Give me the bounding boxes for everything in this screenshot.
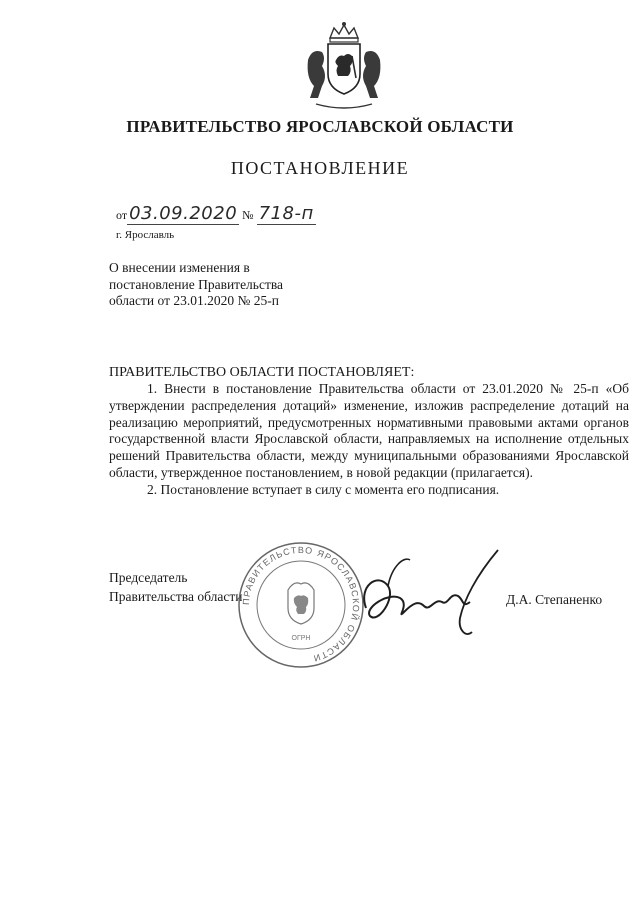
signer-position-line: Председатель xyxy=(109,570,188,585)
document-body xyxy=(109,381,629,499)
registration-number: 718-п xyxy=(258,203,314,224)
document-type: ПОСТАНОВЛЕНИЕ xyxy=(230,158,410,178)
yaroslavl-coat-of-arms-icon xyxy=(298,20,390,112)
decree-heading: ПРАВИТЕЛЬСТВО ОБЛАСТИ ПОСТАНОВЛЯЕТ: xyxy=(109,365,415,380)
organization-title: ПРАВИТЕЛЬСТВО ЯРОСЛАВСКОЙ ОБЛАСТИ xyxy=(126,117,514,136)
signer-position xyxy=(109,568,242,606)
document-subject xyxy=(109,260,283,310)
paragraph-2: 2. Постановление вступает в силу с момента его подписания. xyxy=(147,481,500,497)
registration-date: 03.09.2020 xyxy=(129,203,238,224)
seal-outer-text: ПРАВИТЕЛЬСТВО ЯРОСЛАВСКОЙ ОБЛАСТИ xyxy=(240,544,362,664)
subject-line: О внесении изменения в xyxy=(109,260,250,275)
signer-name: Д.А. Степаненко xyxy=(506,592,603,607)
registration-line xyxy=(116,203,316,224)
date-label: от xyxy=(116,208,128,222)
signer-position-line: Правительства области xyxy=(109,589,243,604)
round-official-seal-icon xyxy=(236,540,366,670)
city: г. Ярославль xyxy=(116,229,175,241)
subject-line: области от 23.01.2020 № 25-п xyxy=(109,293,279,308)
seal-inner-text: ОГРН xyxy=(291,635,311,642)
handwritten-signature-icon xyxy=(348,546,508,646)
number-label: № xyxy=(242,208,254,222)
subject-line: постановление Правительства xyxy=(109,276,284,292)
paragraph-1: 1. Внести в постановление Правительства области от 23.01.2020 № 25-п «Об утверждении распределения дотаций» изменение, изложив распределение дотаций на реализацию мероприятий, предусмотренных нормативными правовыми актами органов государственной власти Ярославской области, направляемых на исполнение отдельных решений Правительства области, между муниципальными образованиями Ярославской области, утвержденное постановлением, в новой редакции (прилагается). xyxy=(109,381,629,480)
